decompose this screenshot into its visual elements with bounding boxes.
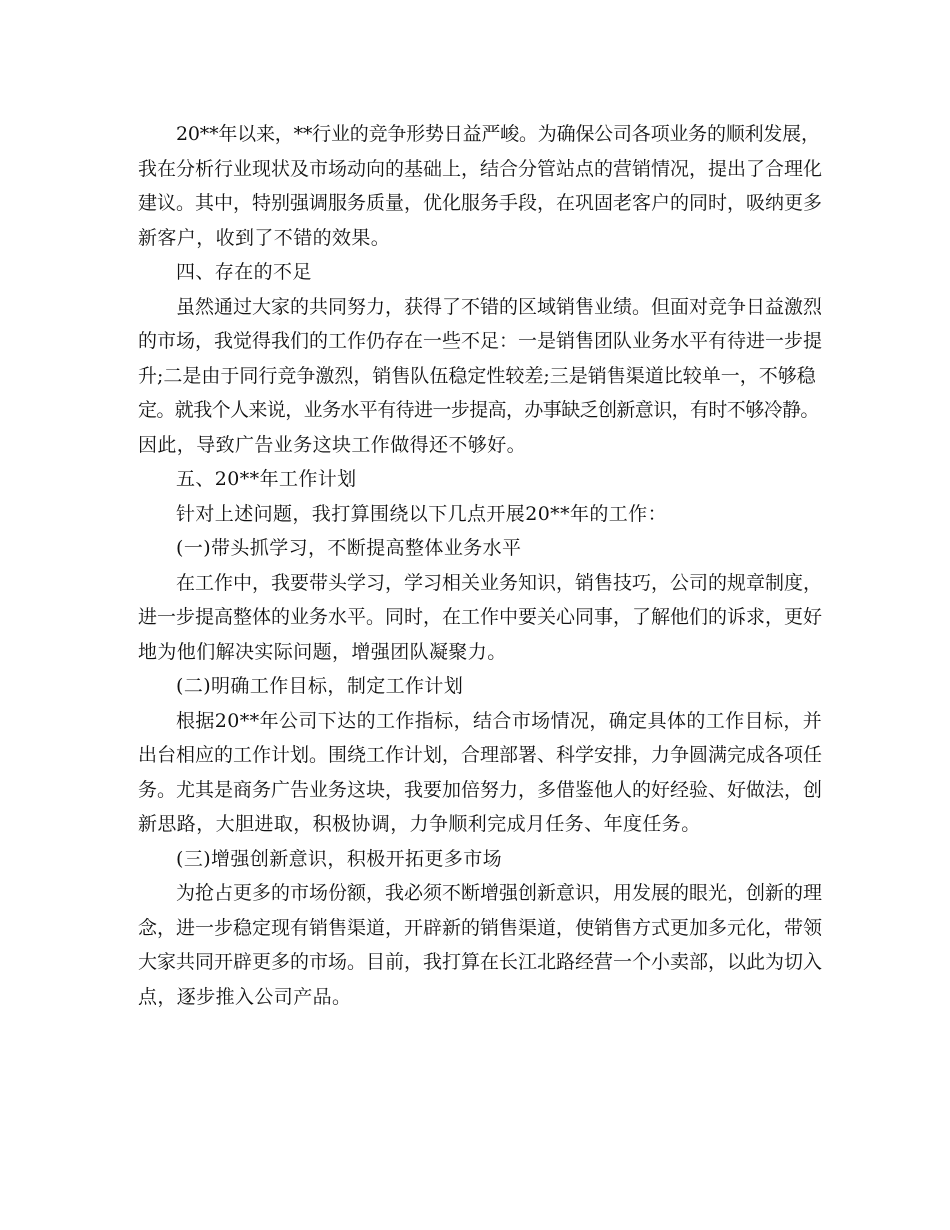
text-line: 出台相应的工作计划。围绕工作计划，合理部署、科学安排，力争圆满完成各项任 xyxy=(138,744,823,766)
section-heading: 四、存在的不足 xyxy=(176,261,312,283)
text-line: 定。就我个人来说，业务水平有待进一步提高，办事缺乏创新意识，有时不够冷静。 xyxy=(138,399,819,421)
text-line: 务。尤其是商务广告业务这块，我要加倍努力，多借鉴他人的好经验、好做法，创 xyxy=(138,778,823,801)
section-heading: 五、20**年工作计划 xyxy=(176,468,357,490)
text-line: 在工作中，我要带头学习，学习相关业务知识，销售技巧，公司的规章制度， xyxy=(176,571,823,594)
text-line: 念，进一步稳定现有销售渠道，开辟新的销售渠道，使销售方式更加多元化，带领 xyxy=(138,916,823,939)
text-line: 针对上述问题，我打算围绕以下几点开展20**年的工作： xyxy=(176,502,667,525)
text-line: 点，逐步推入公司产品。 xyxy=(138,985,352,1008)
text-line: 为抢占更多的市场份额，我必须不断增强创新意识，用发展的眼光，创新的理 xyxy=(176,882,823,904)
text-line: 因此，导致广告业务这块工作做得还不够好。 xyxy=(138,433,527,456)
subsection-heading: (三)增强创新意识，积极开拓更多市场 xyxy=(176,847,503,870)
subsection-heading: (二)明确工作目标，制定工作计划 xyxy=(176,675,464,697)
text-line: 进一步提高整体的业务水平。同时，在工作中要关心同事，了解他们的诉求，更好 xyxy=(138,606,823,628)
text-line: 20**年以来，**行业的竞争形势日益严峻。为确保公司各项业务的顺利发展， xyxy=(176,123,820,145)
text-line: 地为他们解决实际问题，增强团队凝聚力。 xyxy=(138,640,507,663)
text-line: 建议。其中，特别强调服务质量，优化服务手段，在巩固老客户的同时，吸纳更多 xyxy=(138,192,823,214)
text-line: 的市场，我觉得我们的工作仍存在一些不足：一是销售团队业务水平有待进一步提 xyxy=(138,330,823,352)
text-line: 新客户，收到了不错的效果。 xyxy=(138,226,391,249)
text-line: 升;二是由于同行竞争激烈，销售队伍稳定性较差;三是销售渠道比较单一，不够稳 xyxy=(138,364,816,387)
document-body xyxy=(138,117,822,1014)
text-line: 新思路，大胆进取，积极协调，力争顺利完成月任务、年度任务。 xyxy=(138,813,701,835)
text-line: 虽然通过大家的共同努力，获得了不错的区域销售业绩。但面对竞争日益激烈 xyxy=(176,295,823,318)
text-line: 根据20**年公司下达的工作指标，结合市场情况，确定具体的工作目标，并 xyxy=(176,709,823,732)
text-line: 大家共同开辟更多的市场。目前，我打算在长江北路经营一个小卖部，以此为切入 xyxy=(138,951,823,973)
text-line: 我在分析行业现状及市场动向的基础上，结合分管站点的营销情况，提出了合理化 xyxy=(138,157,823,180)
subsection-heading: (一)带头抓学习，不断提高整体业务水平 xyxy=(176,537,522,559)
